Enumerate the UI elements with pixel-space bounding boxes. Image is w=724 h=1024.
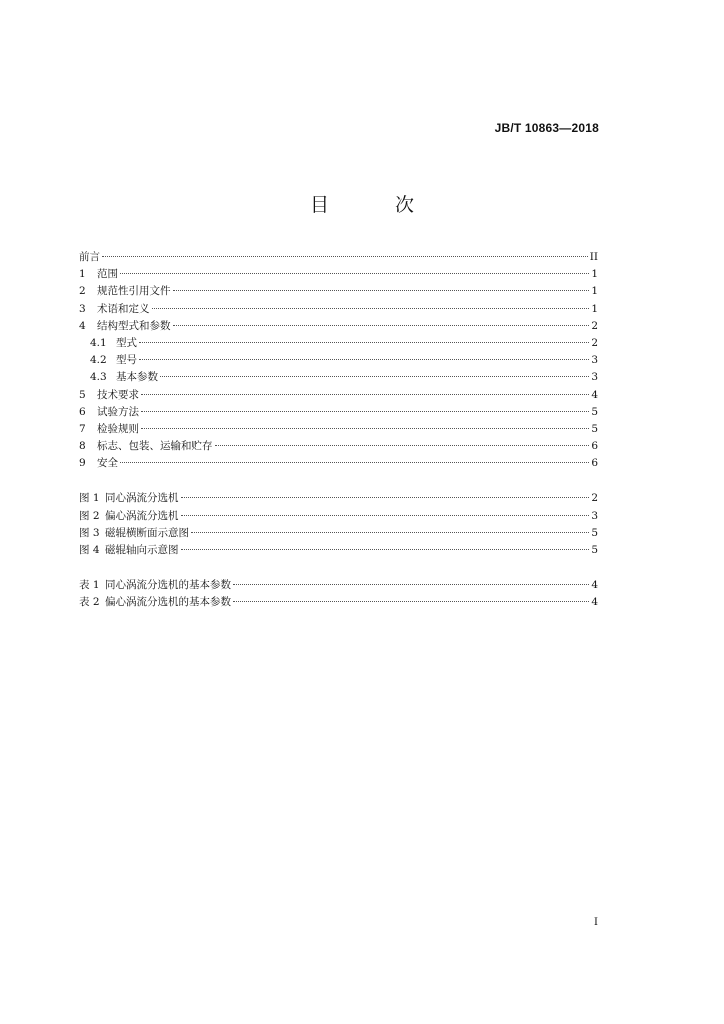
toc-entry-page: 4 (591, 596, 598, 609)
dot-leader (191, 532, 589, 533)
toc-entry-label: 同心涡流分选机的基本参数 (105, 579, 231, 592)
toc-entry[interactable] (79, 508, 598, 525)
toc-sections (79, 249, 598, 472)
toc-entry-page: 5 (591, 422, 598, 435)
toc-entry[interactable] (79, 335, 598, 352)
toc-entry[interactable] (79, 404, 598, 421)
dot-leader (139, 359, 589, 360)
toc-entry[interactable] (79, 352, 598, 369)
toc-entry-number: 表 1 (79, 579, 100, 592)
toc-entry-number: 图 3 (79, 526, 100, 539)
page-title: 目 次 (309, 194, 445, 216)
toc-entry-number: 6 (79, 405, 86, 418)
toc-entry[interactable] (79, 249, 598, 266)
toc-entry-label: 型式 (116, 336, 137, 349)
toc-entry-page: 6 (591, 457, 598, 470)
dot-leader (152, 308, 590, 309)
dot-leader (173, 325, 590, 326)
dot-leader (141, 411, 589, 412)
table-of-contents (79, 249, 598, 612)
toc-entry-number: 图 2 (79, 509, 100, 522)
toc-entry-label: 偏心涡流分选机 (105, 509, 179, 522)
page-number: I (594, 917, 598, 928)
toc-entry-page: 1 (591, 285, 598, 298)
toc-entry-label: 标志、包装、运输和贮存 (97, 440, 213, 453)
toc-entry[interactable] (79, 421, 598, 438)
toc-entry-number: 4 (79, 319, 86, 332)
toc-entry-label: 前言 (79, 251, 100, 263)
dot-leader (233, 601, 589, 602)
toc-entry-label: 型号 (116, 354, 137, 367)
toc-entry[interactable] (79, 283, 598, 300)
toc-entry-page: 3 (591, 371, 598, 384)
toc-entry-number: 1 (79, 268, 86, 281)
toc-entry[interactable] (79, 369, 598, 386)
toc-entry-number: 表 2 (79, 596, 100, 609)
dot-leader (173, 290, 590, 291)
toc-entry[interactable] (79, 490, 598, 507)
toc-entry-page: 6 (591, 440, 598, 453)
dot-leader (120, 462, 589, 463)
toc-entry[interactable] (79, 577, 598, 594)
dot-leader (141, 394, 589, 395)
toc-entry-label: 试验方法 (97, 405, 139, 418)
dot-leader (181, 497, 590, 498)
dot-leader (181, 549, 590, 550)
toc-entry-page: 2 (591, 492, 598, 505)
toc-entry[interactable] (79, 455, 598, 472)
dot-leader (141, 428, 589, 429)
toc-entry-label: 同心涡流分选机 (105, 492, 179, 505)
dot-leader (139, 342, 589, 343)
standard-code: JB/T 10863—2018 (494, 121, 599, 135)
toc-entry-page: 4 (591, 579, 598, 592)
toc-entry-number: 4.1 (90, 336, 107, 349)
toc-entry-page: 4 (591, 388, 598, 401)
toc-entry-number: 4.2 (90, 354, 107, 367)
toc-entry[interactable] (79, 542, 598, 559)
toc-entry-number: 图 4 (79, 544, 100, 556)
toc-entry-number: 4.3 (90, 371, 107, 384)
toc-entry[interactable] (79, 387, 598, 404)
toc-entry[interactable] (79, 438, 598, 455)
toc-entry[interactable] (79, 525, 598, 542)
toc-entry-label: 规范性引用文件 (97, 285, 171, 298)
toc-entry-label: 偏心涡流分选机的基本参数 (105, 596, 231, 609)
toc-entry-page: 5 (591, 526, 598, 539)
toc-entry-page: 3 (591, 354, 598, 367)
toc-entry-number: 8 (79, 440, 86, 453)
toc-entry-number: 2 (79, 285, 86, 298)
toc-entry-number: 5 (79, 388, 86, 401)
toc-entry-label: 安全 (97, 457, 118, 470)
toc-entry-page: 1 (591, 268, 598, 281)
toc-entry[interactable] (79, 318, 598, 335)
toc-entry-page: 5 (591, 405, 598, 418)
toc-entry[interactable] (79, 301, 598, 318)
toc-entry-page: 3 (591, 509, 598, 522)
toc-entry-label: 检验规则 (97, 422, 139, 435)
toc-entry-label: 磁辊轴向示意图 (105, 544, 179, 556)
dot-leader (233, 584, 589, 585)
toc-entry-page: 5 (591, 544, 598, 556)
toc-entry-label: 术语和定义 (97, 302, 150, 315)
dot-leader (181, 515, 590, 516)
toc-entry-label: 范围 (97, 268, 118, 281)
dot-leader (120, 273, 589, 274)
toc-entry-number: 图 1 (79, 492, 100, 505)
toc-entry-page: II (589, 251, 598, 263)
toc-entry-label: 结构型式和参数 (97, 319, 171, 332)
dot-leader (160, 376, 589, 377)
toc-entry-label: 技术要求 (97, 388, 139, 401)
toc-entry-number: 7 (79, 422, 86, 435)
toc-entry-page: 2 (591, 319, 598, 332)
toc-entry-number: 9 (79, 457, 86, 470)
toc-entry[interactable] (79, 594, 598, 611)
toc-entry-page: 2 (591, 336, 598, 349)
toc-tables (79, 577, 598, 611)
toc-figures (79, 490, 598, 559)
toc-entry-label: 基本参数 (116, 371, 158, 384)
toc-entry-number: 3 (79, 302, 86, 315)
toc-entry-page: 1 (591, 302, 598, 315)
dot-leader (215, 445, 590, 446)
toc-entry[interactable] (79, 266, 598, 283)
toc-entry-label: 磁辊横断面示意图 (105, 526, 189, 539)
dot-leader (102, 256, 588, 257)
